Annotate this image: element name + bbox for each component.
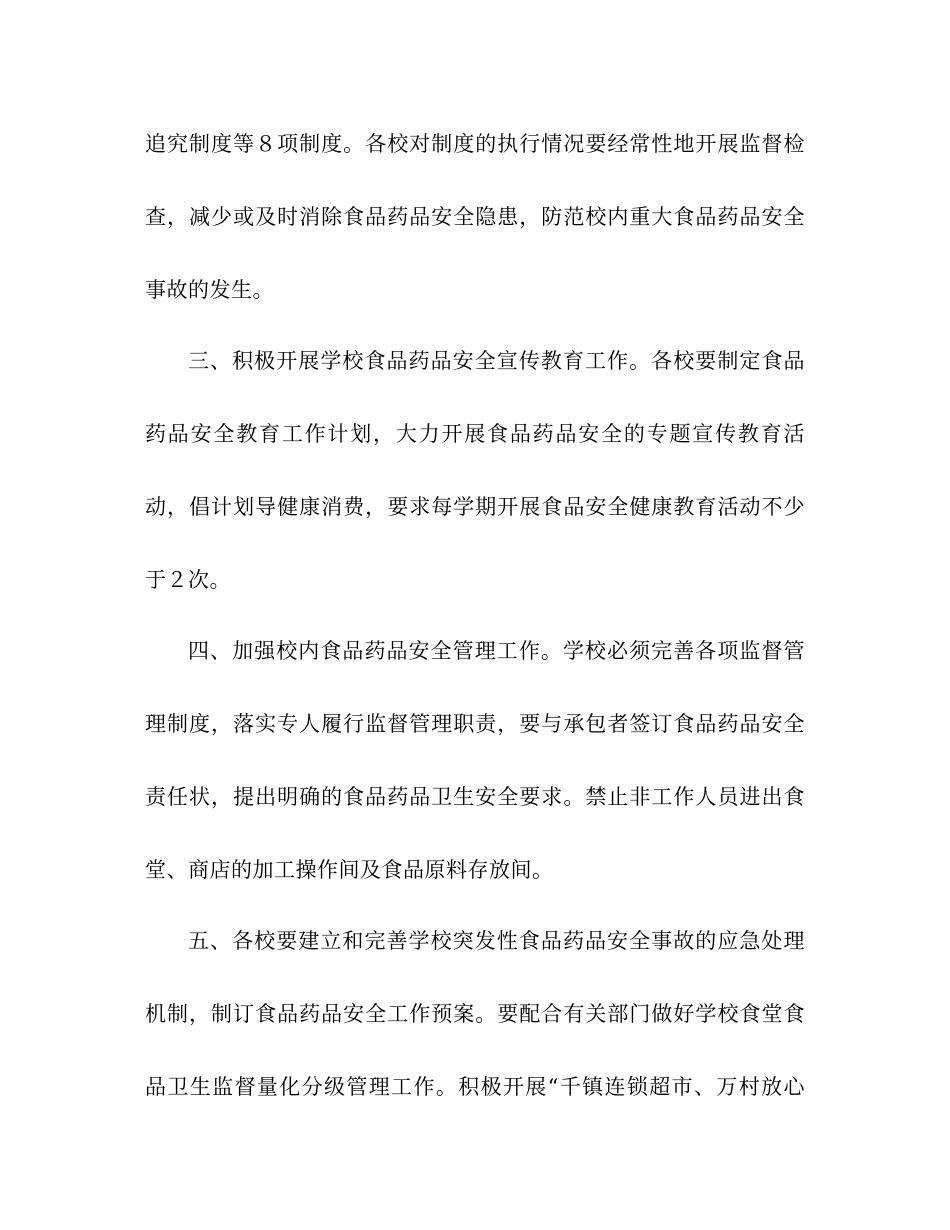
text-line-3: 事故的发生。	[145, 278, 274, 302]
paragraph-3-line-2: 药品安全教育工作计划，大力开展食品药品安全的专题宣传教育活	[145, 422, 805, 446]
paragraph-5-line-3: 品卫生监督量化分级管理工作。积极开展“千镇连锁超市、万村放心	[145, 1075, 805, 1099]
paragraph-4-line-2: 理制度，落实专人履行监督管理职责，要与承包者签订食品药品安全	[145, 712, 805, 736]
paragraph-3-line-4: 于２次。	[145, 568, 231, 592]
paragraph-4-line-3: 责任状，提出明确的食品药品卫生安全要求。禁止非工作人员进出食	[145, 785, 805, 809]
paragraph-3-line-1: 三、积极开展学校食品药品安全宣传教育工作。各校要制定食品	[188, 349, 805, 373]
paragraph-3-line-3: 动，倡计划导健康消费，要求每学期开展食品安全健康教育活动不少	[145, 495, 805, 519]
paragraph-5-line-2: 机制，制订食品药品安全工作预案。要配合有关部门做好学校食堂食	[145, 1002, 805, 1026]
paragraph-4-line-1: 四、加强校内食品药品安全管理工作。学校必须完善各项监督管	[188, 639, 805, 663]
text-line-2: 查，减少或及时消除食品药品安全隐患，防范校内重大食品药品安全	[145, 205, 805, 229]
paragraph-5-line-1: 五、各校要建立和完善学校突发性食品药品安全事故的应急处理	[188, 929, 805, 953]
text-line-1: 追究制度等８项制度。各校对制度的执行情况要经常性地开展监督检	[145, 132, 805, 156]
paragraph-4-line-4: 堂、商店的加工操作间及食品原料存放间。	[145, 858, 554, 882]
